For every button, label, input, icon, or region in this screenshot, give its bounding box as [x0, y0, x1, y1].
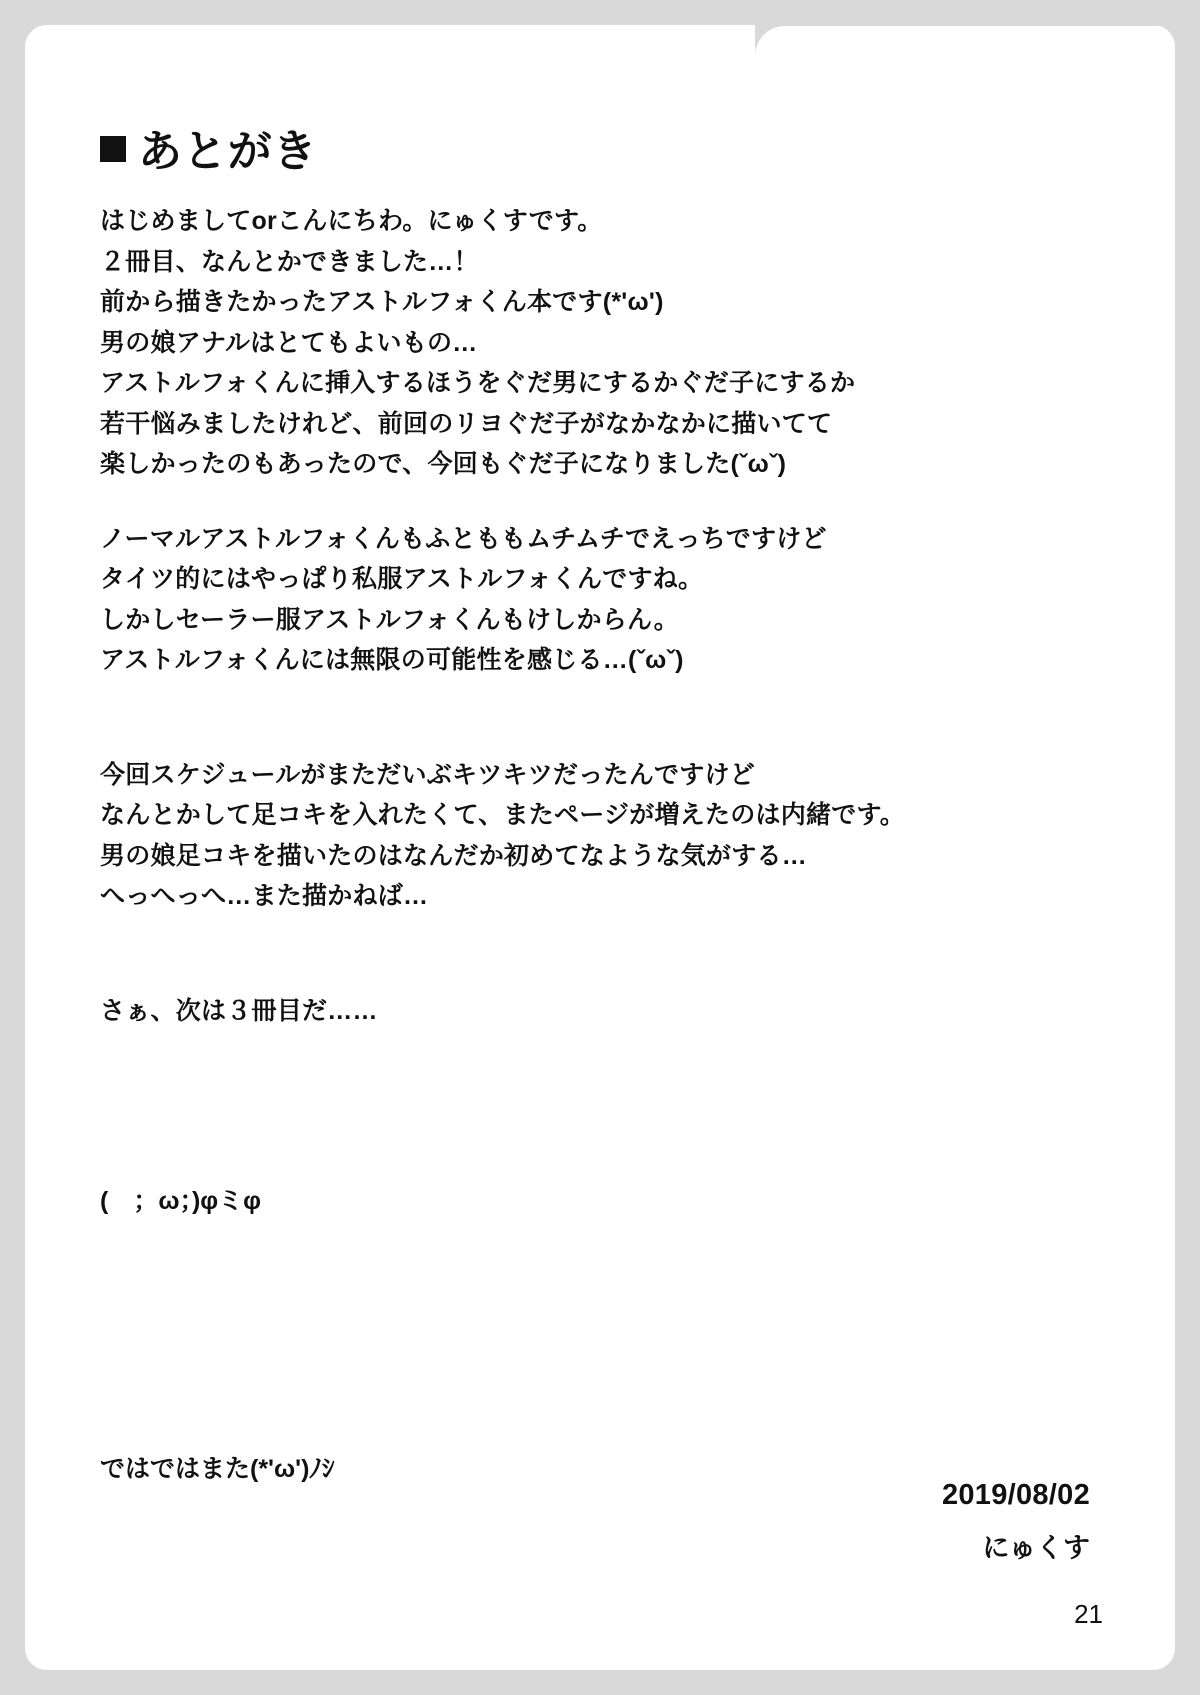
paragraph-3: [100, 755, 1090, 917]
page-title-text: あとがき: [138, 127, 318, 176]
text-line: 男の娘アナルはとてもよいもの…: [100, 328, 478, 357]
square-bullet-icon: [100, 136, 126, 162]
text-line: 楽しかったのもあったので、今回もぐだ子になりました(ˇωˇ): [100, 450, 787, 478]
text-line: ２冊目、なんとかできました…！: [100, 247, 479, 276]
text-line: はじめましてorこんにちわ。にゅくすです。: [100, 207, 603, 235]
page-content: [100, 115, 1090, 1222]
signature-name: にゅくす: [982, 1533, 1090, 1563]
text-line: 男の娘足コキを描いたのはなんだか初めてなような気がする…: [100, 841, 808, 870]
emoticon-text: ( ；ω；)φミφ: [100, 1187, 262, 1215]
text-line: ノーマルアストルフォくんもふとももムチムチでえっちですけど: [100, 524, 827, 553]
paragraph-4: [100, 991, 1090, 1032]
paragraph-1: [100, 201, 1090, 485]
spacer: [100, 681, 1090, 755]
text-line: しかしセーラー服アストルフォくんもけしからん。: [100, 605, 680, 634]
text-line: アストルフォくんに挿入するほうをぐだ男にするかぐだ子にするか: [100, 369, 856, 397]
page-title: [100, 115, 1090, 179]
signature-block: [942, 1479, 1090, 1565]
signature-date: 2019/08/02: [941, 1479, 1090, 1511]
paragraph-2: [100, 519, 1090, 681]
page-number: 21: [1074, 1599, 1103, 1629]
text-line: アストルフォくんには無限の可能性を感じる…(ˇωˇ): [100, 646, 684, 674]
spacer: [100, 1031, 1090, 1181]
text-line: へっへっへ…また描かねば…: [100, 882, 429, 910]
text-line: 今回スケジュールがまただいぶキツキツだったんですけど: [100, 760, 756, 789]
text-line: 若干悩みましたけれど、前回のリヨぐだ子がなかなかに描いてて: [100, 409, 833, 438]
text-line: 前から描きたかったアストルフォくん本です(*'ω'): [100, 288, 664, 316]
text-line: なんとかして足コキを入れたくて、またページが増えたのは内緒です。: [100, 801, 906, 829]
spacer: [100, 917, 1090, 991]
spacer: [100, 485, 1090, 519]
page-corner-fold: [755, 25, 1175, 125]
text-line: タイツ的にはやっぱり私服アストルフォくんですね。: [100, 565, 704, 593]
document-page: [25, 25, 1175, 1670]
text-line: さぁ、次は３冊目だ……: [100, 996, 378, 1025]
closing-text: ではではまた(*'ω')ﾉｼ: [100, 1455, 335, 1483]
